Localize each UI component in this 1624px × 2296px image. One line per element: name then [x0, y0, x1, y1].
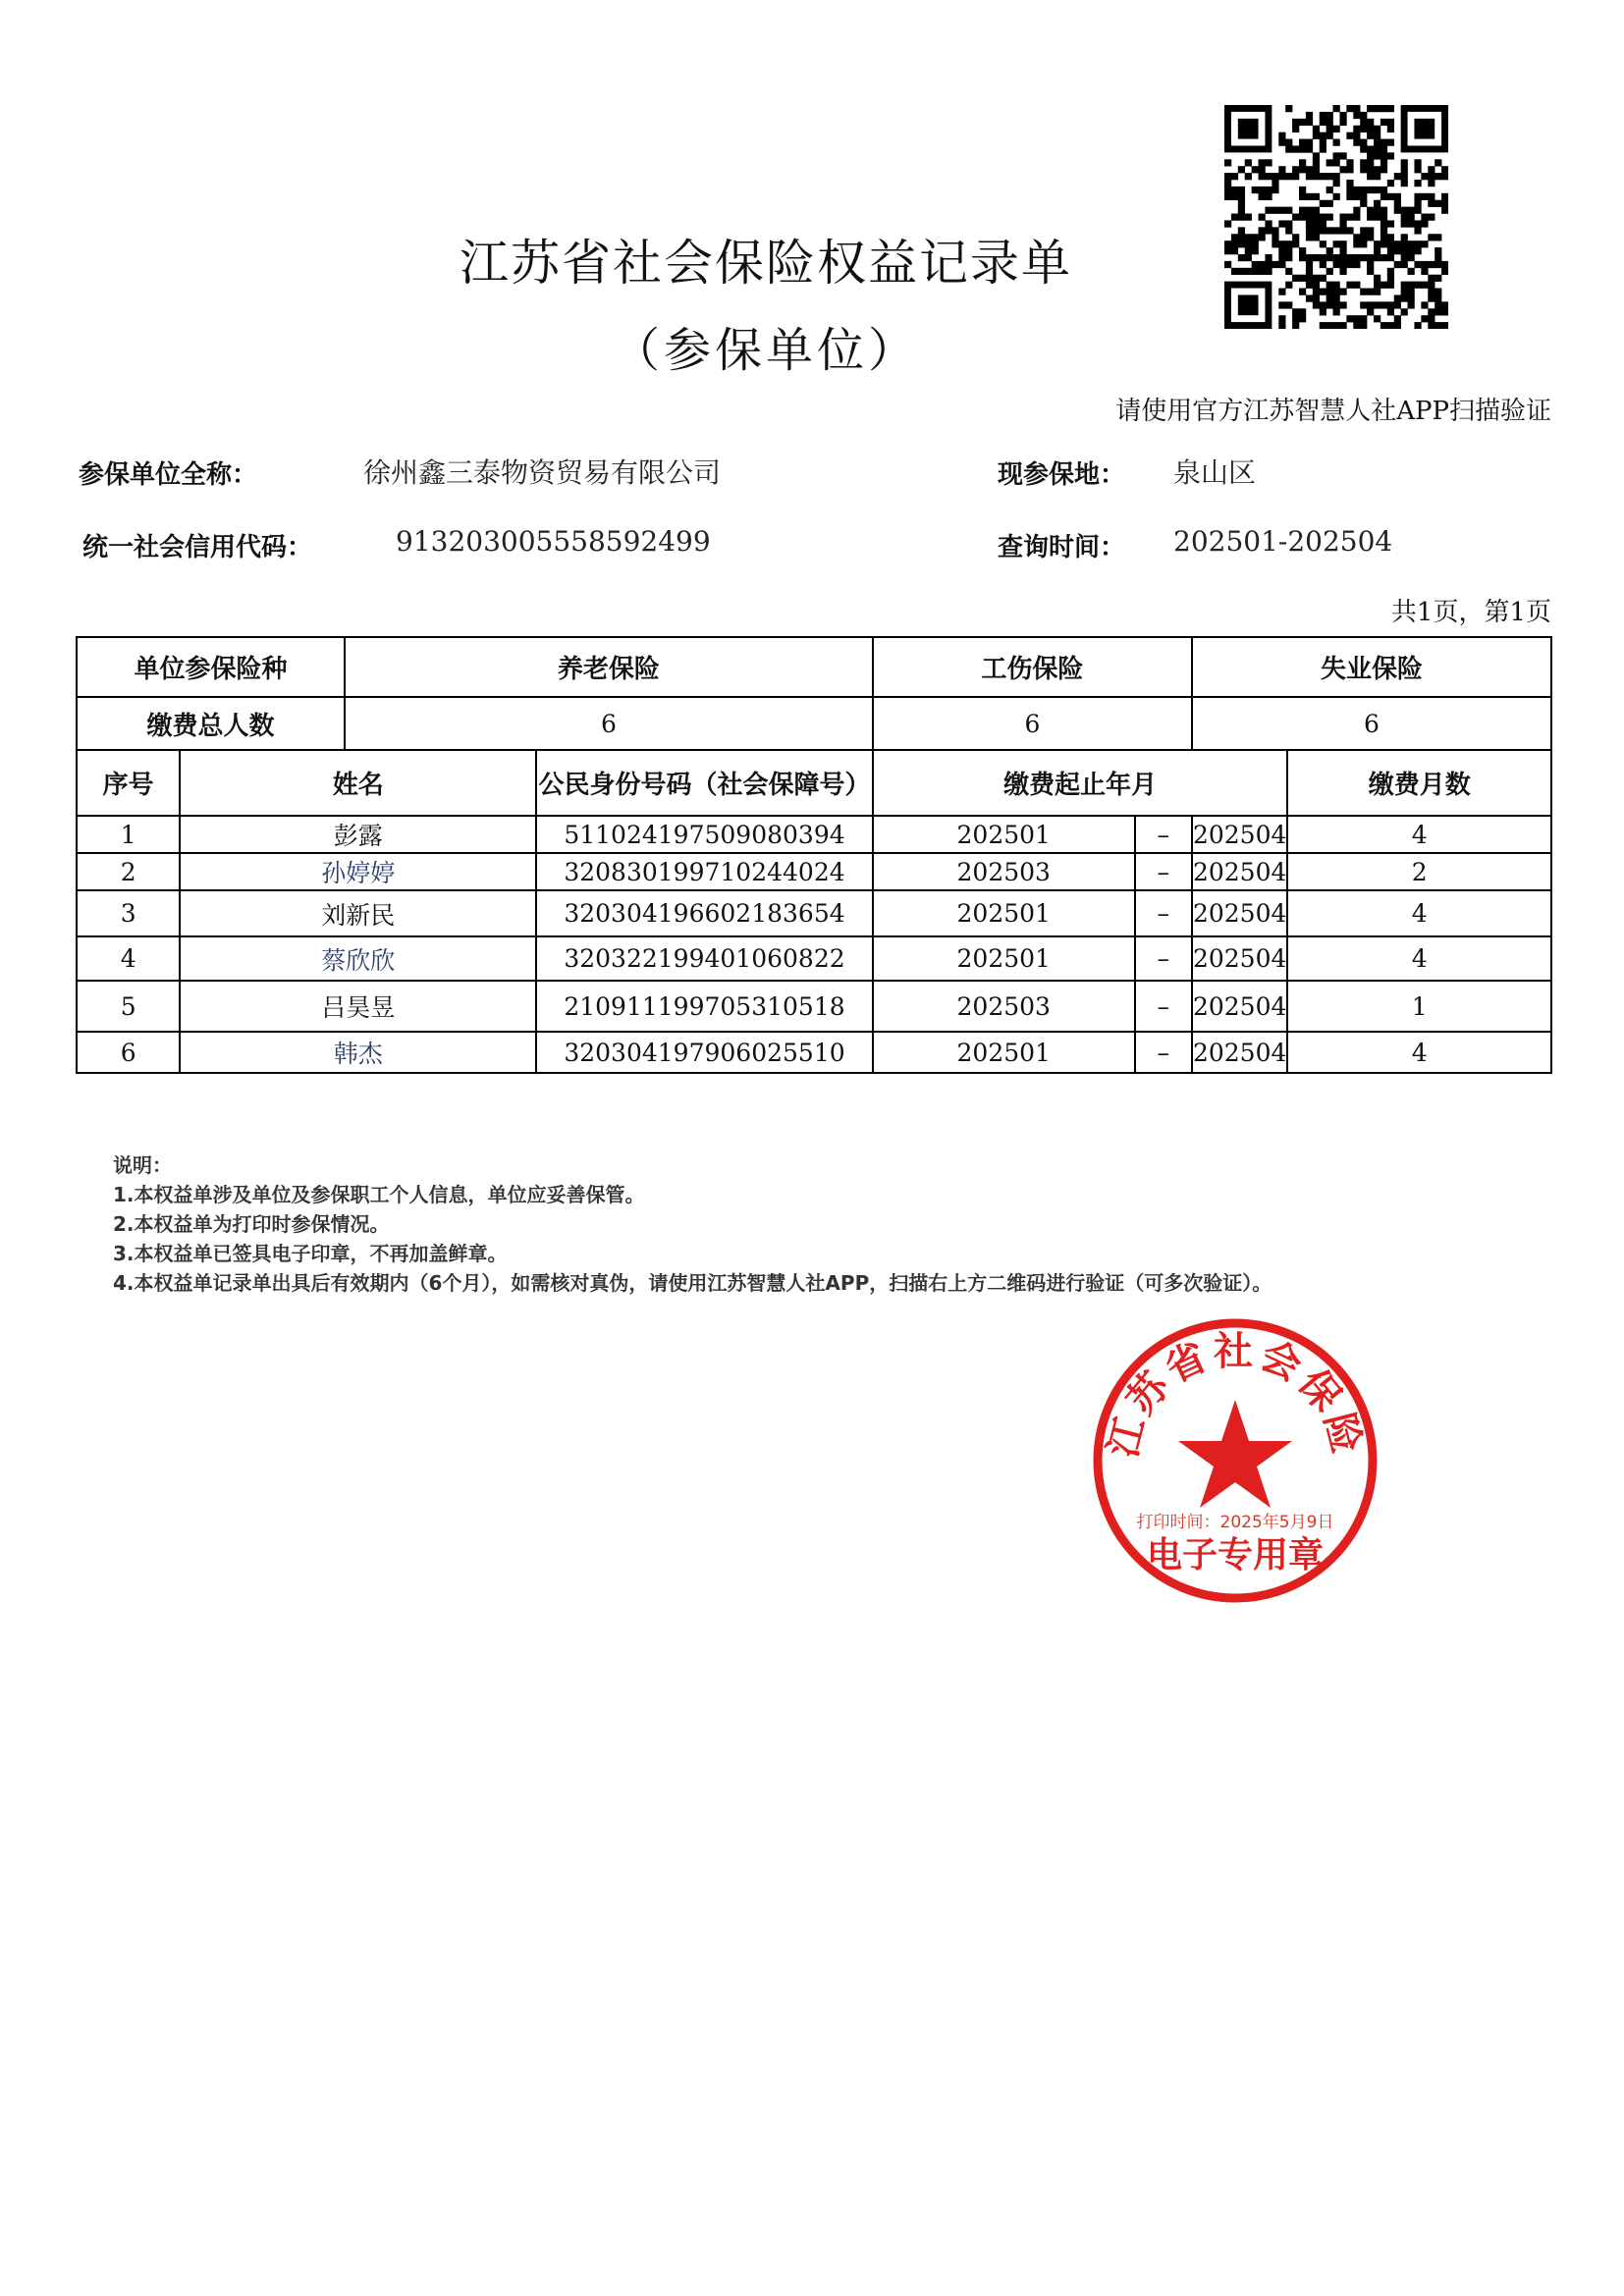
query-time-label: 查询时间： — [998, 533, 1126, 562]
location-label: 现参保地： — [998, 460, 1126, 490]
row-end-month: 202504 — [1192, 936, 1287, 981]
row-start-month: 202501 — [873, 1032, 1135, 1073]
company-value: 徐州鑫三泰物资贸易有限公司 — [363, 456, 722, 489]
col-header-period: 缴费起止年月 — [873, 750, 1288, 816]
summary-total-row — [77, 697, 1551, 750]
row-id-number: 320304197906025510 — [536, 1032, 873, 1073]
row-no: 6 — [77, 1032, 180, 1073]
insurance-record-table — [76, 636, 1552, 1074]
table-row — [77, 936, 1551, 981]
row-id-number: 320830199710244024 — [536, 853, 873, 890]
row-months: 4 — [1287, 890, 1551, 936]
table-row — [77, 853, 1551, 890]
col-header-months: 缴费月数 — [1287, 750, 1551, 816]
row-name: 刘新民 — [180, 890, 536, 936]
notes-section — [113, 1150, 1272, 1298]
row-months: 4 — [1287, 936, 1551, 981]
row-months: 1 — [1287, 981, 1551, 1032]
table-row — [77, 890, 1551, 936]
row-id-number: 511024197509080394 — [536, 816, 873, 853]
row-start-month: 202501 — [873, 936, 1135, 981]
row-period-separator: – — [1135, 853, 1192, 890]
query-time-value: 202501-202504 — [1173, 525, 1393, 558]
row-start-month: 202503 — [873, 981, 1135, 1032]
detail-header-row — [77, 750, 1551, 816]
note-item: 4.本权益单记录单出具后有效期内（6个月），如需核对真伪，请使用江苏智慧人社APP，扫描右上方二维码进行验证（可多次验证）。 — [113, 1271, 1272, 1295]
row-name: 吕昊昱 — [180, 981, 536, 1032]
row-period-separator: – — [1135, 890, 1192, 936]
row-start-month: 202503 — [873, 853, 1135, 890]
company-label: 参保单位全称： — [79, 460, 258, 490]
row-period-separator: – — [1135, 981, 1192, 1032]
row-months: 4 — [1287, 1032, 1551, 1073]
total-payers-label: 缴费总人数 — [77, 697, 345, 750]
row-end-month: 202504 — [1192, 1032, 1287, 1073]
notes-heading: 说明： — [113, 1153, 172, 1177]
col-header-no: 序号 — [77, 750, 180, 816]
unemployment-insurance-header: 失业保险 — [1192, 637, 1551, 697]
injury-insurance-header: 工伤保险 — [873, 637, 1192, 697]
credit-code-label: 统一社会信用代码： — [82, 533, 313, 562]
row-end-month: 202504 — [1192, 890, 1287, 936]
row-end-month: 202504 — [1192, 816, 1287, 853]
row-name: 彭露 — [180, 816, 536, 853]
row-name: 蔡欣欣 — [180, 936, 536, 981]
row-id-number: 320304196602183654 — [536, 890, 873, 936]
location-value: 泉山区 — [1173, 456, 1257, 489]
page-info: 共1页，第1页 — [1390, 598, 1551, 627]
row-no: 4 — [77, 936, 180, 981]
row-period-separator: – — [1135, 936, 1192, 981]
unemployment-total: 6 — [1192, 697, 1551, 750]
table-row — [77, 1032, 1551, 1073]
col-header-id: 公民身份号码（社会保障号） — [536, 750, 873, 816]
document-subtitle: （参保单位） — [612, 323, 919, 378]
row-no: 2 — [77, 853, 180, 890]
row-start-month: 202501 — [873, 890, 1135, 936]
insurance-type-label: 单位参保险种 — [77, 637, 345, 697]
note-item: 2.本权益单为打印时参保情况。 — [113, 1212, 390, 1236]
row-no: 1 — [77, 816, 180, 853]
summary-type-row — [77, 637, 1551, 697]
document-title: 江苏省社会保险权益记录单 — [460, 235, 1072, 292]
row-id-number: 320322199401060822 — [536, 936, 873, 981]
row-id-number: 210911199705310518 — [536, 981, 873, 1032]
seal-bottom-text: 电子专用章 — [1146, 1535, 1325, 1575]
pension-insurance-header: 养老保险 — [345, 637, 873, 697]
qr-finder-pattern — [1238, 119, 1259, 139]
row-months: 4 — [1287, 816, 1551, 853]
credit-code-value: 913203005558592499 — [396, 525, 711, 558]
row-end-month: 202504 — [1192, 853, 1287, 890]
row-start-month: 202501 — [873, 816, 1135, 853]
injury-total: 6 — [873, 697, 1192, 750]
row-period-separator: – — [1135, 1032, 1192, 1073]
note-item: 1.本权益单涉及单位及参保职工个人信息，单位应妥善保管。 — [113, 1183, 645, 1206]
row-months: 2 — [1287, 853, 1551, 890]
row-name: 孙婷婷 — [180, 853, 536, 890]
seal-print-time: 打印时间：2025年5月9日 — [1136, 1513, 1334, 1532]
seal-arc-text: 江苏省社会保险 — [1100, 1329, 1371, 1463]
row-end-month: 202504 — [1192, 981, 1287, 1032]
qr-code-icon — [1224, 105, 1448, 329]
row-no: 5 — [77, 981, 180, 1032]
note-item: 3.本权益单已签具电子印章，不再加盖鲜章。 — [113, 1242, 508, 1265]
row-no: 3 — [77, 890, 180, 936]
seal-star-icon — [1178, 1400, 1292, 1508]
col-header-name: 姓名 — [180, 750, 536, 816]
qr-finder-pattern — [1238, 294, 1259, 315]
row-name: 韩杰 — [180, 1032, 536, 1073]
verify-instruction: 请使用官方江苏智慧人社APP扫描验证 — [1115, 397, 1551, 426]
pension-total: 6 — [345, 697, 873, 750]
table-row — [77, 981, 1551, 1032]
electronic-seal — [1088, 1313, 1382, 1608]
qr-finder-pattern — [1414, 119, 1435, 139]
row-period-separator: – — [1135, 816, 1192, 853]
table-row — [77, 816, 1551, 853]
